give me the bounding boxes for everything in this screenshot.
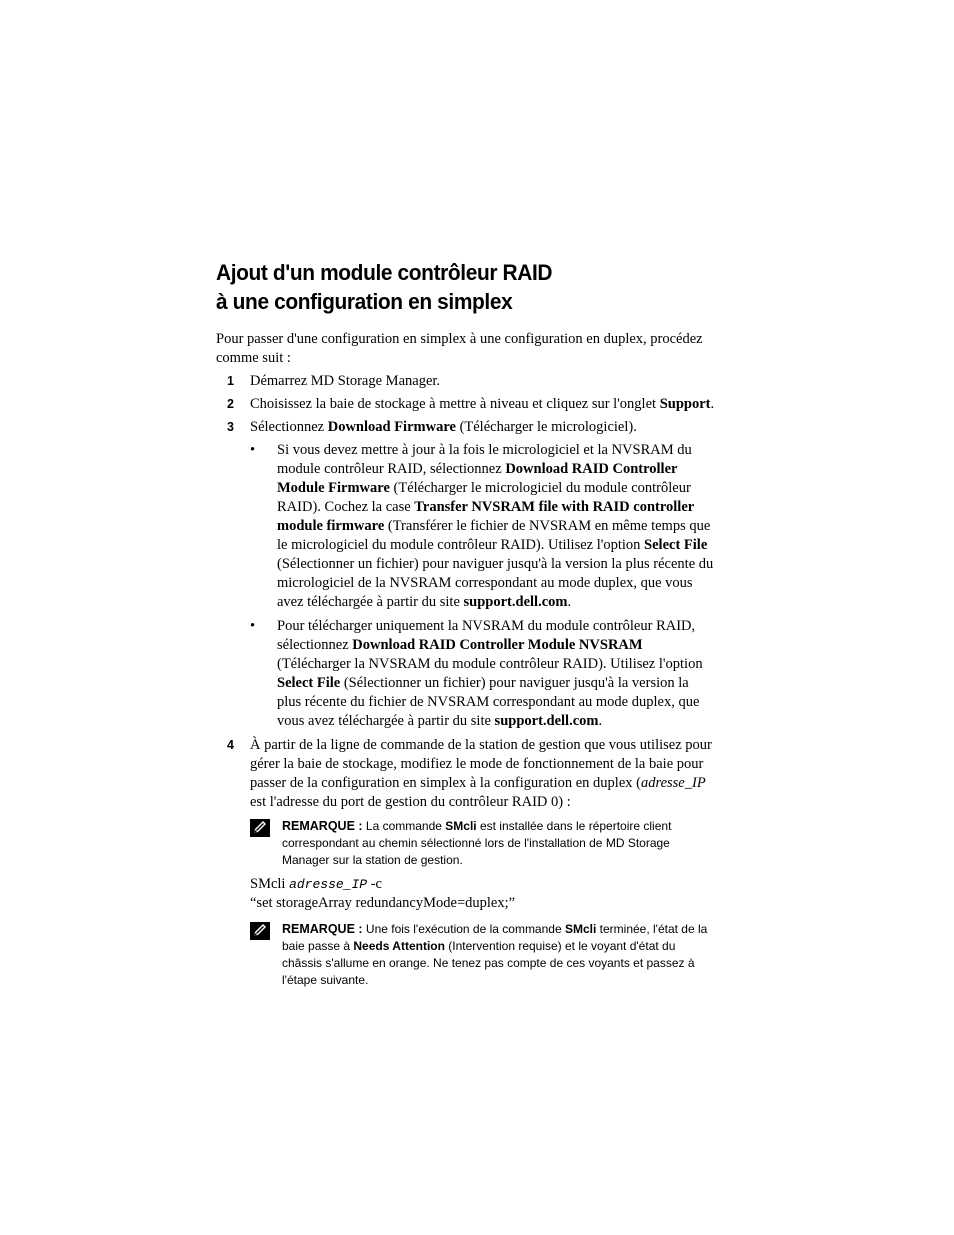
option-label: Select File — [277, 675, 341, 691]
step-number: 4 — [227, 738, 234, 752]
bullet-text: (Télécharger le micrologiciel du module contrôleur RAID). Cochez la case — [277, 480, 691, 515]
step-4 — [216, 736, 716, 989]
bullet-text: Si vous devez mettre à jour à la fois le micrologiciel et la NVSRAM du module contrôleur RAID, sélectionnez — [277, 442, 692, 477]
step-number: 1 — [227, 374, 234, 388]
note-text: Une fois l'exécution de la commande — [362, 922, 565, 936]
section-heading — [216, 258, 691, 316]
step-1 — [216, 372, 716, 391]
step-number: 2 — [227, 397, 234, 411]
bullet-text: (Sélectionner un fichier) pour naviguer jusqu'à la version la plus récente du micrologiciel de la NVSRAM correspondant au mode duplex, que vous avez téléchargée à partir du site — [277, 556, 714, 610]
heading-line-2: à une configuration en simplex — [216, 289, 513, 314]
command-block — [250, 875, 716, 913]
note-text: La commande — [362, 819, 446, 833]
option-label: Download RAID Controller Module Firmware — [277, 461, 678, 496]
bullet-item-nvsram — [250, 617, 716, 731]
bullet-text: Pour télécharger uniquement la NVSRAM du module contrôleur RAID, sélectionnez — [277, 618, 696, 653]
bullet-icon: • — [250, 442, 256, 458]
option-label: Select File — [644, 537, 708, 553]
checkbox-label: Transfer NVSRAM file with RAID controller module firmware — [277, 499, 694, 534]
command-line-2: “set storageArray redundancyMode=duplex;” — [250, 895, 516, 911]
step-text: Démarrez MD Storage Manager. — [250, 373, 441, 389]
document-page — [216, 258, 716, 995]
bullet-list — [250, 441, 716, 731]
note-text: terminée, l'état de la baie passe à — [282, 922, 708, 953]
bullet-icon: • — [250, 618, 256, 634]
note-text: (Intervention requise) et le voyant d'état du châssis s'allume en orange. Ne tenez pas compte de ces voyants et passez à l'étape suivante. — [282, 939, 695, 987]
site-label: support.dell.com — [463, 594, 568, 610]
command-prefix: SMcli — [250, 876, 290, 892]
bullet-item-firmware — [250, 441, 716, 612]
note-pencil-icon — [250, 819, 270, 837]
option-label: Download RAID Controller Module NVSRAM — [352, 637, 643, 653]
note-smcli-location — [250, 818, 716, 869]
command-arg: adresse_IP — [289, 877, 368, 892]
note-pencil-icon — [250, 922, 270, 940]
note-label: REMARQUE : — [282, 819, 363, 833]
note-text: est installée dans le répertoire client correspondant au chemin sélectionné lors de l'installation de MD Storage Manager sur la station de gestion. — [282, 819, 672, 867]
ip-placeholder: adresse_IP — [640, 775, 706, 791]
step-number: 3 — [227, 420, 234, 434]
bullet-text: . — [598, 713, 603, 729]
command-suffix: -c — [367, 876, 382, 892]
bullet-text: . — [567, 594, 572, 610]
step-2 — [216, 395, 716, 414]
step-text: est l'adresse du port de gestion du contrôleur RAID 0) : — [250, 794, 571, 810]
step-text: (Télécharger le micrologiciel). — [455, 419, 637, 435]
support-tab-label: Support — [659, 396, 711, 412]
intro-paragraph: Pour passer d'une configuration en simplex à une configuration en duplex, procédez comme suit : — [216, 331, 703, 366]
step-text: Sélectionnez — [250, 419, 328, 435]
download-firmware-label: Download Firmware — [327, 419, 456, 435]
step-text: . — [710, 396, 715, 412]
smcli-label: SMcli — [564, 922, 597, 936]
bullet-text: (Télécharger la NVSRAM du module contrôleur RAID). Utilisez l'option — [277, 656, 703, 672]
heading-line-1: Ajout d'un module contrôleur RAID — [216, 260, 553, 285]
note-label: REMARQUE : — [282, 922, 363, 936]
smcli-label: SMcli — [445, 819, 477, 833]
bullet-text: (Sélectionner un fichier) pour naviguer jusqu'à la version la plus récente du fichier de NVSRAM correspondant au mode duplex, que vous avez téléchargée à partir du site — [277, 675, 700, 729]
status-label: Needs Attention — [353, 939, 445, 953]
step-3 — [216, 418, 716, 731]
step-text: Choisissez la baie de stockage à mettre à niveau et cliquez sur l'onglet — [250, 396, 660, 412]
bullet-text: (Transférer le fichier de NVSRAM en même temps que le micrologiciel du module contrôleur RAID). Utilisez l'option — [277, 518, 711, 553]
step-text: À partir de la ligne de commande de la station de gestion que vous utilisez pour gérer la baie de stockage, modifiez le mode de fonctionnement de la baie pour passer de la configuration en simplex à la configuration en duplex ( — [250, 737, 712, 791]
site-label: support.dell.com — [494, 713, 599, 729]
steps-list — [216, 372, 716, 989]
note-needs-attention — [250, 921, 716, 989]
